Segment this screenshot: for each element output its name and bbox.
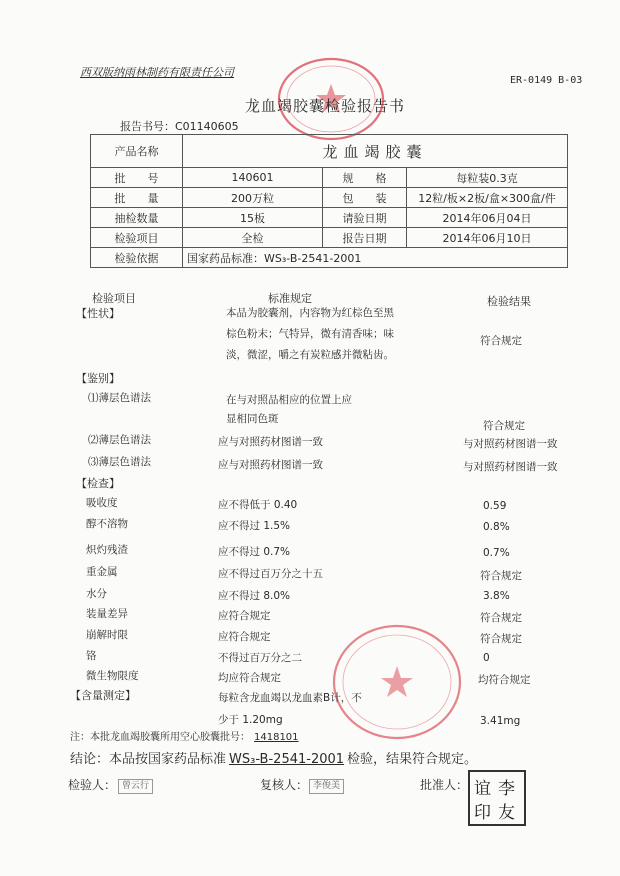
check-6-name: 装量差异 xyxy=(86,608,128,620)
traits-standard-line1: 本品为胶囊剂，内容物为红棕色至黑 xyxy=(226,307,394,319)
ident-1-result: 符合规定 xyxy=(483,420,525,432)
check-1-name: 吸收度 xyxy=(86,497,118,509)
traits-standard-line2: 棕色粉末；气特异，微有清香味；味 xyxy=(226,328,394,340)
approver-seal-char-1: 谊 xyxy=(474,779,491,799)
product-name-label: 产品名称 xyxy=(91,135,183,168)
quantity-label: 批 量 xyxy=(91,188,183,208)
batch-label: 批 号 xyxy=(91,168,183,188)
assay-standard-line2: 少于 1.20mg xyxy=(218,714,283,726)
product-info-table xyxy=(90,134,568,268)
approver-label: 批准人： xyxy=(420,778,469,792)
request-date-value: 2014年06月04日 xyxy=(407,208,568,228)
inspection-item-label: 检验项目 xyxy=(91,228,183,248)
ident-2-name: ⑵薄层色谱法 xyxy=(88,434,151,446)
ident-2-standard: 应与对照药材图谱一致 xyxy=(218,436,323,448)
check-8-result: 0 xyxy=(483,652,490,664)
check-3-result: 0.7% xyxy=(483,547,510,559)
approver-seal xyxy=(468,770,526,826)
check-7-result: 符合规定 xyxy=(480,633,522,645)
assay-result: 3.41mg xyxy=(480,715,521,727)
ident-1-name: ⑴薄层色谱法 xyxy=(88,392,151,404)
report-date-label: 报告日期 xyxy=(323,228,407,248)
column-header-result: 检验结果 xyxy=(487,295,531,308)
check-7-name: 崩解时限 xyxy=(86,629,128,641)
check-2-name: 醇不溶物 xyxy=(86,518,128,530)
check-1-standard: 应不得低于 0.40 xyxy=(218,499,298,511)
reviewer-label: 复核人： xyxy=(260,778,309,792)
check-6-standard: 应符合规定 xyxy=(218,610,271,622)
section-inspection: 【检查】 xyxy=(76,477,120,490)
check-2-result: 0.8% xyxy=(483,521,510,533)
inspector-signature: 曾云行 xyxy=(118,779,153,794)
check-5-standard: 应不得过 8.0% xyxy=(218,590,291,602)
conclusion xyxy=(70,748,477,767)
check-9-name: 微生物限度 xyxy=(86,670,139,682)
check-5-result: 3.8% xyxy=(483,590,510,602)
spec-value: 每粒装0.3克 xyxy=(407,168,568,188)
check-8-standard: 不得过百万分之二 xyxy=(218,652,302,664)
column-header-standard: 标准规定 xyxy=(268,292,312,305)
request-date-label: 请验日期 xyxy=(323,208,407,228)
conclusion-standard: WS₃-B-2541-2001 xyxy=(229,752,345,767)
basis-value: 国家药品标准：WS₃-B-2541-2001 xyxy=(183,248,568,268)
check-1-result: 0.59 xyxy=(483,500,507,512)
capsule-batch: 1418101 xyxy=(254,732,299,743)
check-5-name: 水分 xyxy=(86,588,107,600)
traits-standard-line3: 淡，微涩，嚼之有炭粒感并微粘齿。 xyxy=(226,349,394,361)
check-7-standard: 应符合规定 xyxy=(218,631,271,643)
assay-standard-line1: 每粒含龙血竭以龙血素B计，不 xyxy=(218,692,362,704)
approver-seal-char-3: 印 xyxy=(474,803,491,823)
conclusion-suffix: 检验，结果符合规定。 xyxy=(347,752,478,767)
check-9-result: 均符合规定 xyxy=(478,674,531,686)
approver-seal-char-4: 友 xyxy=(498,803,515,823)
company-seal-bottom xyxy=(330,622,464,742)
quantity-value: 200万粒 xyxy=(183,188,323,208)
reviewer-signature: 李俊美 xyxy=(309,779,344,794)
check-4-standard: 应不得过百万分之十五 xyxy=(218,568,323,580)
conclusion-prefix: 结论：本品按国家药品标准 xyxy=(70,752,227,767)
check-4-name: 重金属 xyxy=(86,566,118,578)
company-name: 西双版纳雨林制药有限责任公司 xyxy=(80,66,234,79)
product-name-value: 龙血竭胶囊 xyxy=(183,135,568,168)
report-date-value: 2014年06月10日 xyxy=(407,228,568,248)
batch-value: 140601 xyxy=(183,168,323,188)
traits-result: 符合规定 xyxy=(480,335,522,347)
ident-3-name: ⑶薄层色谱法 xyxy=(88,456,151,468)
check-4-result: 符合规定 xyxy=(480,570,522,582)
column-header-item: 检验项目 xyxy=(92,292,136,305)
check-3-name: 炽灼残渣 xyxy=(86,544,128,556)
ident-3-result: 与对照药材图谱一致 xyxy=(463,461,558,473)
check-3-standard: 应不得过 0.7% xyxy=(218,546,291,558)
check-6-result: 符合规定 xyxy=(480,612,522,624)
check-9-standard: 均应符合规定 xyxy=(218,672,281,684)
check-2-standard: 应不得过 1.5% xyxy=(218,520,291,532)
ident-3-standard: 应与对照药材图谱一致 xyxy=(218,459,323,471)
report-number: 报告书号：C01140605 xyxy=(120,120,239,133)
ident-1-standard-line1: 在与对照品相应的位置上应 xyxy=(226,394,352,406)
section-traits: 【性状】 xyxy=(76,307,120,320)
package-label: 包 装 xyxy=(323,188,407,208)
approver-seal-char-2: 李 xyxy=(498,779,515,799)
ident-2-result: 与对照药材图谱一致 xyxy=(463,438,558,450)
document-number: ER-0149 B-03 xyxy=(510,75,583,86)
spec-label: 规 格 xyxy=(323,168,407,188)
sample-value: 15板 xyxy=(183,208,323,228)
section-assay: 【含量测定】 xyxy=(70,689,136,702)
capsule-note-text: 注：本批龙血竭胶囊所用空心胶囊批号： xyxy=(70,732,250,743)
report-title: 龙血竭胶囊检验报告书 xyxy=(245,97,406,115)
section-identification: 【鉴别】 xyxy=(76,372,120,385)
ident-1-standard-line2: 显相同色斑 xyxy=(226,413,279,425)
inspection-item-value: 全检 xyxy=(183,228,323,248)
capsule-note xyxy=(70,728,299,743)
basis-label: 检验依据 xyxy=(91,248,183,268)
sample-label: 抽检数量 xyxy=(91,208,183,228)
package-value: 12粒/板×2板/盒×300盒/件 xyxy=(407,188,568,208)
check-8-name: 铬 xyxy=(86,650,97,662)
inspector-label: 检验人： xyxy=(68,778,117,792)
